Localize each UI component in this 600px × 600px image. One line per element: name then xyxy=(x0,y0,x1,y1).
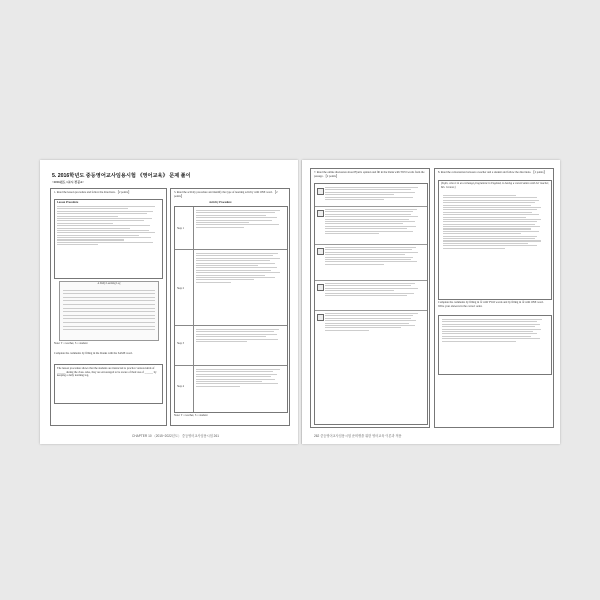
question-7-box xyxy=(310,168,430,428)
q8-directions: Complete the comments by filling in ① with TWO words and by filling in ② with ONE word. Write your answers in the correct order. xyxy=(438,301,544,308)
q8-intro: (Sujin, who is in an exchange programme in England, is having a conversation with her teacher, Ms. Connor.) xyxy=(441,182,549,189)
activity-procedure-table xyxy=(174,206,288,413)
conversation-box xyxy=(438,180,552,300)
q8-comment-box xyxy=(438,315,552,375)
learning-log-title: A Daily Learning Log xyxy=(97,282,121,285)
section-title: 5. 2016학년도 중등영어교사임용시험 《영어교육》 문제 풀이 xyxy=(52,173,191,179)
q1-prompt: 1. Read the lesson procedure and follow the directions. 【2 points】 xyxy=(54,191,131,194)
q1-comment: The lesson procedure shows that the students are instructed to practice various kinds of ______ during the class. Also, they are encouraged to be aware of their use of ______ by keeping a daily learning log. xyxy=(57,367,157,377)
user-avatar-icon xyxy=(317,248,324,255)
activity-procedure-title: Activity Procedure xyxy=(209,201,232,204)
user-avatar-icon xyxy=(317,188,324,195)
lesson-procedure-title: Lesson Procedure xyxy=(57,201,79,204)
lesson-procedure-lines xyxy=(57,206,159,247)
left-footer: CHAPTER 10 〈2015~2022년도〉 중등영어교사임용시험 261 xyxy=(132,434,220,438)
question-3-box xyxy=(170,188,290,426)
learning-log-image xyxy=(59,281,159,341)
q7-prompt: 7. Read the online discussion about Hyun's opinion and fill in the blank with TWO words from the passage. 【2 points】 xyxy=(314,171,425,178)
user-avatar-icon xyxy=(317,314,324,321)
step-3-label: Step 3 xyxy=(177,342,185,345)
q3-note: Note: T = teacher, S = student xyxy=(174,414,208,417)
user-avatar-icon xyxy=(317,210,324,217)
activity-step-lines xyxy=(196,210,284,229)
q8-prompt: 8. Read the conversation between a teacher and a student and follow the directions. 【2 points】 xyxy=(438,171,547,174)
q1-note: Note: T = teacher, S = student xyxy=(54,342,88,345)
online-discussion xyxy=(314,183,428,425)
exam-label: <2016년도 1교시 전공A> xyxy=(52,180,84,184)
step-4-label: Step 4 xyxy=(177,385,185,388)
lesson-procedure-box xyxy=(54,199,163,279)
right-page xyxy=(302,160,560,444)
step-1-label: Step 1 xyxy=(177,227,185,230)
question-8-box xyxy=(434,168,554,428)
user-avatar-icon xyxy=(317,284,324,291)
left-page xyxy=(40,160,298,444)
q1-blank-prompt: Complete the comments by filling in the blanks with the SAME word. xyxy=(54,352,133,355)
right-footer: 262 중등영어교사임용시험 준비생을 위한 영어교육 이론과 적용 xyxy=(314,434,402,438)
q1-comment-box xyxy=(54,364,163,404)
question-1-box xyxy=(50,188,167,426)
step-2-label: Step 2 xyxy=(177,287,185,290)
q3-prompt: 3. Read the activity procedure and identify the type of learning activity with ONE word. 【2 points】 xyxy=(174,191,278,198)
